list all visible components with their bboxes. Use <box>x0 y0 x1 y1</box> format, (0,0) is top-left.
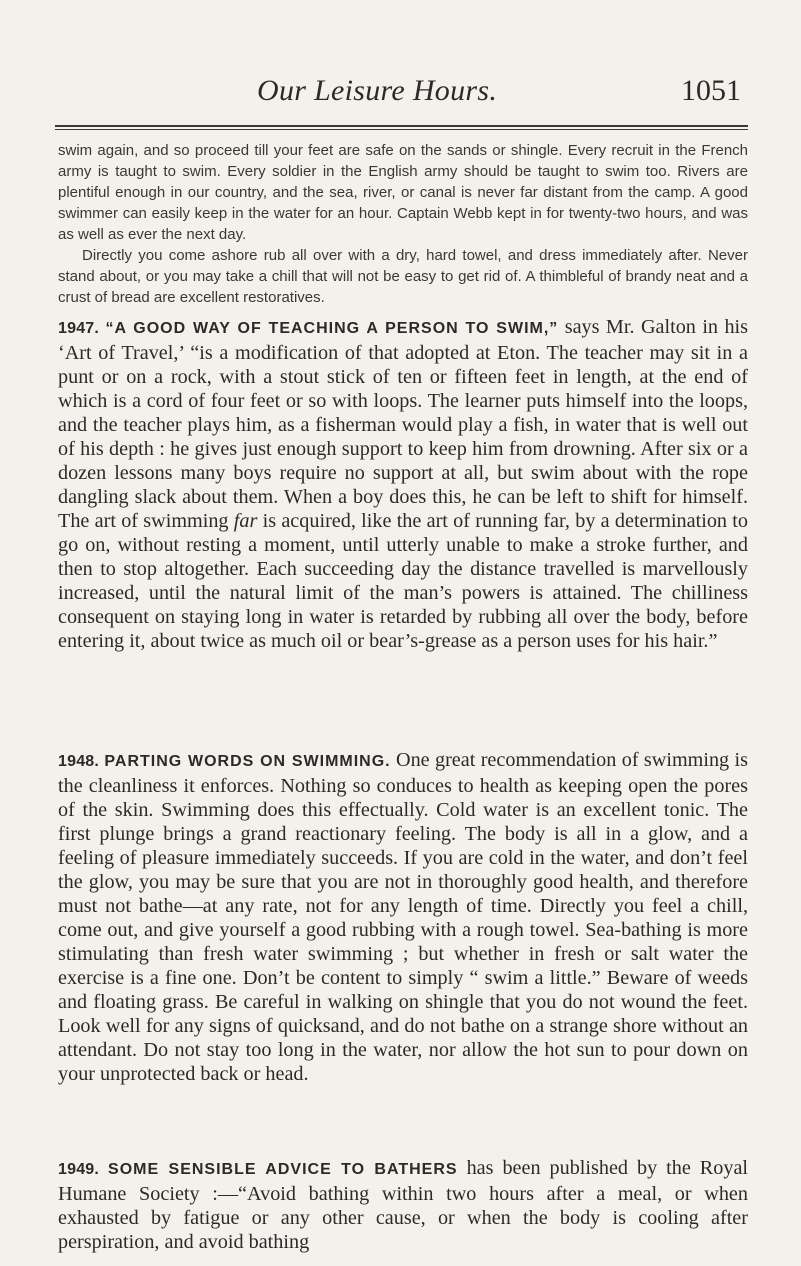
section-heading: PARTING WORDS ON SWIMMING. <box>104 753 391 770</box>
section-1949 <box>58 1156 748 1261</box>
section-1948 <box>58 748 748 1093</box>
small-paragraph-swim-again: swim again, and so proceed till your feet are safe on the sands or shingle. Every recruit in the French army is taught to swim. Every soldier in the English army should be taught to swim too. Rivers are plentiful enough in our country, and the sea, river, or canal is never far distant from the camp. A good swimmer can easily keep in the water for an hour. Captain Webb kept in for twenty-two hours, and was as well as ever the next day. <box>58 142 748 243</box>
section-text: One great recommendation of swimming is the cleanliness it enforces. Nothing so conduces to health as keeping open the pores of the skin. Swimming does this effectually. Cold water is an excellent tonic. The first plunge brings a grand reactionary feeling. The body is all in a glow, and a feeling of pleasure immediately succeeds. If you are cold in the water, and don’t feel the glow, you may be sure that you are not in thoroughly good health, and therefore must not bathe—at any rate, not for any length of time. Directly you feel a chill, come out, and give yourself a good rubbing with a rough towel. Sea-bathing is more stimulating than fresh water swimming ; but whether in fresh or salt water the exercise is a fine one. Don’t be content to simply “ swim a little.” Beware of weeds and floating grass. Be careful in walking on shingle that you do not wound the feet. Look well for any signs of quicksand, and do not bathe on a strange shore without an attendant. Do not stay too long in the water, nor allow the hot sun to pour down on your unprotected back or head. <box>58 749 748 1085</box>
page-number: 1051 <box>681 74 741 107</box>
section-text-continued: is acquired, like the art of running far, by a determination to go on, without resting a moment, until utterly unable to make a stroke further, and then to stop altogether. Each succeeding day the distance travelled is marvellously increased, until the natural limit of the man’s powers is attained. The chilliness consequent on staying long in water is retarded by rubbing all over the body, before entering it, about twice as much oil or bear’s-grease as a person uses for his hair.” <box>58 510 748 652</box>
section-number: 1947. <box>58 320 100 337</box>
section-heading: “A GOOD WAY OF TEACHING A PERSON TO SWIM,” <box>105 320 559 337</box>
paragraph-1947 <box>58 315 748 653</box>
section-number: 1948. <box>58 753 100 770</box>
running-header <box>0 74 801 124</box>
section-heading: SOME SENSIBLE ADVICE TO BATHERS <box>108 1161 458 1178</box>
running-title: Our Leisure Hours. <box>257 74 498 107</box>
section-1947 <box>58 315 748 660</box>
paragraph-1948 <box>58 748 748 1086</box>
header-rule-thin <box>55 129 748 130</box>
header-rule-thick <box>55 125 748 127</box>
section-text: says Mr. Galton in his ‘Art of Travel,’ “is a modification of that adopted at Eton. The teacher may sit in a punt or on a rock, with a stout stick of ten or fifteen feet in length, at the end of which is a cord of four feet or so with loops. The learner puts himself into the loops, and the teacher plays him, as a fisherman would play a fish, in water that is well out of his depth : he gives just enough support to keep him from drowning. After six or a dozen lessons many boys require no support at all, but swim about with the rope dangling slack about them. When a boy does this, he can be left to shift for himself. The art of swimming <box>58 316 749 532</box>
small-paragraph-ashore: Directly you come ashore rub all over with a dry, hard towel, and dress immediately after. Never stand about, or you may take a chill that will not be easy to get rid of. A thimbleful of brandy neat and a crust of bread are excellent restoratives. <box>58 247 748 306</box>
paragraph-1949 <box>58 1156 748 1254</box>
section-number: 1949. <box>58 1161 100 1178</box>
italic-word: far <box>233 510 258 532</box>
small-print-block <box>58 140 748 308</box>
section-text: has been published by the Royal Humane Society :—“Avoid bathing within two hours after a meal, or when exhausted by fatigue or any other cause, or when the body is cooling after perspiration, and avoid bathing <box>58 1157 749 1253</box>
